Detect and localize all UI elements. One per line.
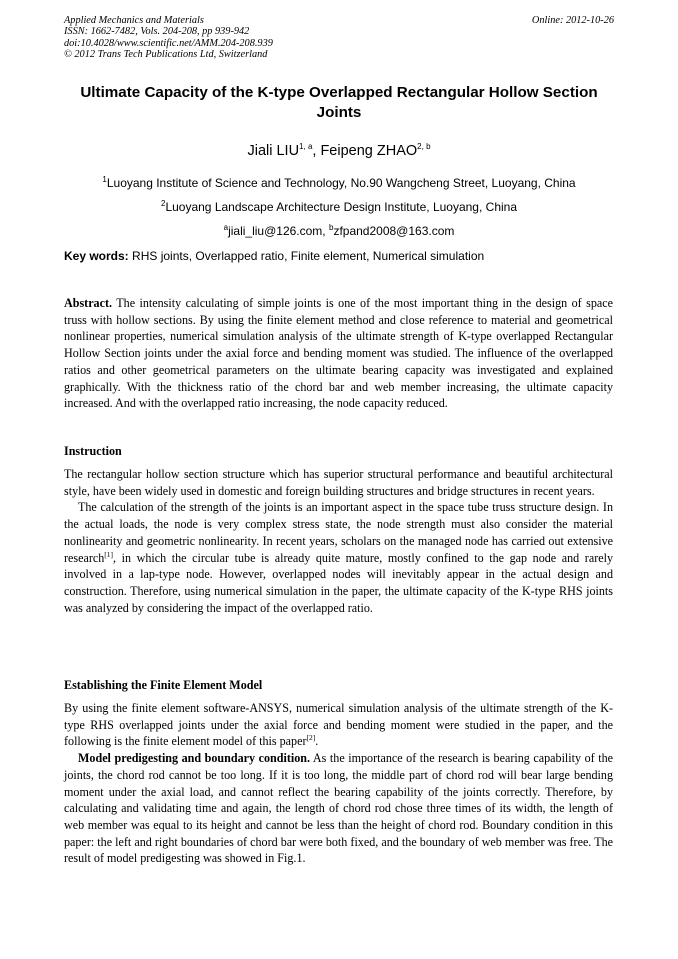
keywords-line <box>64 249 484 263</box>
fem-paragraph-2 <box>64 750 613 867</box>
author-1-superscript: 1, a <box>299 142 313 152</box>
abstract-paragraph <box>64 295 613 412</box>
instruction-p2-text-a: The calculation of the strength of the joints is an important aspect in the space tube truss structure design. In the actual loads, the node is very complex stress state, the node strength must also consider the material nonlinearity and geometric nonlinearity. In recent years, scholars on the managed node has carried out extensive research <box>64 500 613 565</box>
instruction-p2-text-b: , in which the circular tube is already quite mature, mostly confined to the gap node and rarely involved in a lap-type node. However, overlapped nodes will inevitably appear in the actual design and construction. Therefore, using numerical simulation in the paper, the ultimate capacity of the K-type RHS joints was analyzed by considering the impact of the overlapped ratio. <box>64 550 613 615</box>
journal-header <box>64 15 273 60</box>
author-2-superscript: 2, b <box>417 142 431 152</box>
email-2-marker: b <box>328 223 334 232</box>
instruction-paragraph-1: The rectangular hollow section structure which has superior structural performance and beautiful architectural style, have been widely used in domestic and foreign building structures and bridge structures in recent years. <box>64 467 613 498</box>
abstract-text: The intensity calculating of simple joints is one of the most important thing in the design of space truss with hollow sections. By using the finite element method and close reference to material and geometrical nonlinear properties, numerical simulation analysis of the ultimate strength of K-type overlapped Rectangular Hollow Section joints under the axial force and bending moment was studied. The influence of the overlapped ratios and other geometrical parameters on the ultimate bearing capacity was investigated and explained graphically. With the thickness ratio of the chord bar and web member increasing, the ultimate capacity increased. And with the overlapped ratio increasing, the node capacity reduced. <box>64 296 613 411</box>
abstract-label: Abstract. <box>64 296 113 310</box>
affiliation-1-marker: 1 <box>102 175 107 184</box>
author-separator: , <box>312 143 321 159</box>
author-2: Feipeng ZHAO <box>320 143 418 159</box>
fem-body <box>64 700 613 867</box>
affiliation-2-marker: 2 <box>160 199 166 208</box>
email-2: zfpand2008@163.com <box>333 224 455 238</box>
affiliation-2 <box>0 200 678 214</box>
author-line <box>0 142 678 160</box>
section-heading-instruction: Instruction <box>64 444 122 458</box>
section-heading-fem: Establishing the Finite Element Model <box>64 678 263 692</box>
paper-title: Ultimate Capacity of the K-type Overlapped Rectangular Hollow Section Joints <box>80 84 598 121</box>
copyright-line: © 2012 Trans Tech Publications Ltd, Switzerland <box>64 48 268 60</box>
affiliation-1 <box>0 176 678 190</box>
fem-paragraph-1 <box>64 700 613 750</box>
affiliation-2-text: Luoyang Landscape Architecture Design Institute, Luoyang, China <box>165 200 518 214</box>
citation-1: [1] <box>104 549 114 559</box>
model-predigesting-label: Model predigesting and boundary condition. <box>78 751 311 766</box>
journal-name: Applied Mechanics and Materials <box>64 15 204 26</box>
keywords-label: Key words: <box>64 249 129 263</box>
instruction-paragraph-2 <box>64 499 613 616</box>
model-predigesting-text: As the importance of the research is bearing capability of the joints, the chord rod cannot be too long. If it is too long, the middle part of chord rod will bear large bending moment under the axial load, and cannot reflect the bearing capability of the joints correctly. Therefore, by calculating and validating time and again, the length of chord rod chose three times of its width, the length of web member was equal to its height and cannot be less than the height of chord rod. Boundary condition in this paper: the left and right boundaries of chord bar were both fixed, and the boundary of web member was free. The result of model predigesting was showed in Fig.1. <box>64 751 613 866</box>
author-1: Jiali LIU <box>247 143 300 159</box>
fem-p1-text-a: By using the finite element software-ANSYS, numerical simulation analysis of the ultimate strength of the K-type RHS overlapped joints under the axial force and bending moment were studied in the paper, and the following is the finite element model of this paper <box>64 701 613 749</box>
fem-p1-text-b: . <box>315 734 319 749</box>
online-date: Online: 2012-10-26 <box>531 15 614 26</box>
email-1: jiali_liu@126.com, <box>228 224 329 238</box>
email-1-marker: a <box>223 223 229 232</box>
citation-2: [2] <box>306 733 316 743</box>
instruction-body <box>64 466 613 616</box>
email-line <box>0 224 678 238</box>
doi-line: doi:10.4028/www.scientific.net/AMM.204-208.939 <box>64 37 273 49</box>
issn-line: ISSN: 1662-7482, Vols. 204-208, pp 939-942 <box>64 26 250 38</box>
keywords-text: RHS joints, Overlapped ratio, Finite element, Numerical simulation <box>128 249 485 263</box>
affiliation-1-text: Luoyang Institute of Science and Technology, No.90 Wangcheng Street, Luoyang, China <box>106 176 576 190</box>
